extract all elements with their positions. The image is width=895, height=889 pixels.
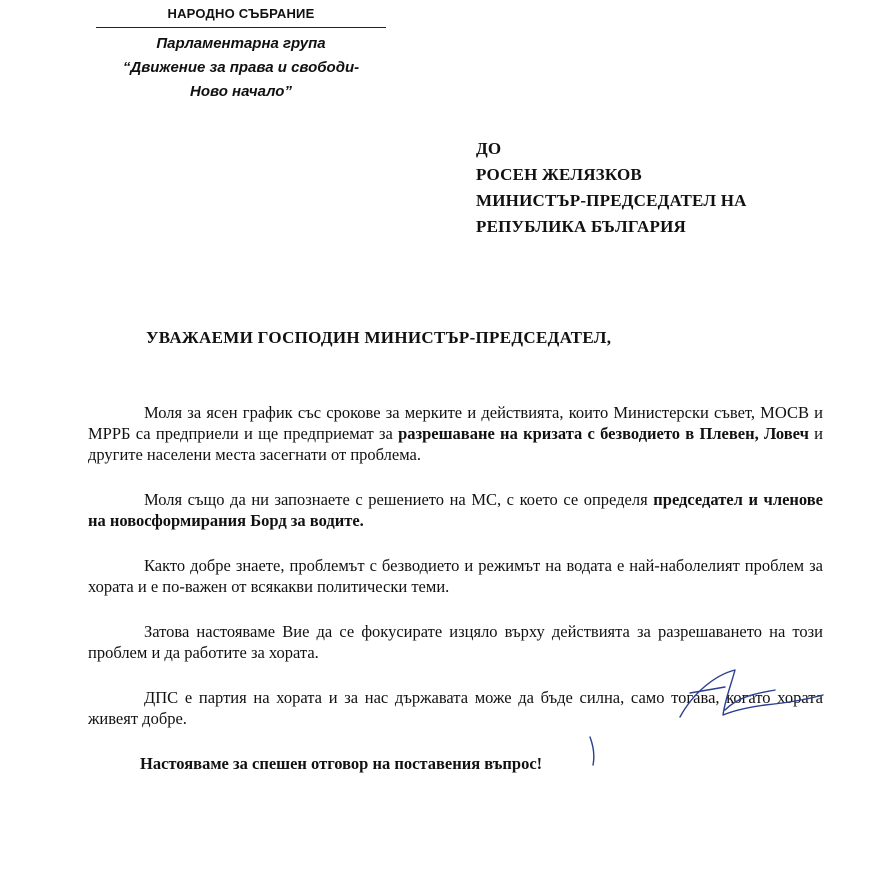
- letterhead-party-subtitle: Ново начало”: [190, 83, 292, 100]
- letterhead-party-name: “Движение за права и свободи-: [122, 59, 360, 76]
- addressee-to: ДО: [476, 139, 502, 158]
- letterhead-divider: [96, 27, 386, 28]
- addressee-name: РОСЕН ЖЕЛЯЗКОВ: [476, 165, 642, 184]
- signature-stroke-main: [680, 670, 823, 717]
- paragraph-board: [88, 489, 823, 531]
- addressee-block: [476, 136, 747, 240]
- paragraph-schedule-emphasis: разрешаване на кризата с безводието в Плевен, Ловеч: [398, 424, 809, 443]
- paragraph-schedule-tail: и другите населени места засегнати от проблема.: [88, 424, 823, 464]
- letterhead-group: Парламентарна група: [156, 35, 326, 52]
- letterhead-assembly: НАРОДНО СЪБРАНИЕ: [167, 6, 315, 21]
- paragraph-board-emphasis: председател и членове на новосформирания Борд за водите.: [88, 490, 823, 530]
- closing-demand: Настояваме за спешен отговор на поставения въпрос!: [140, 754, 543, 773]
- paragraph-schedule-text: Моля за ясен график със срокове за мерките и действията, които Министерски съвет, МОСВ и МРРБ са предприели и ще предприемат за: [88, 403, 823, 443]
- salutation: УВАЖАЕМИ ГОСПОДИН МИНИСТЪР-ПРЕДСЕДАТЕЛ,: [146, 328, 612, 347]
- paragraph-problem: Както добре знаете, проблемът с безводието и режимът на водата е най-наболелият проблем за хората и е по-важен от всякакви политически теми.: [88, 556, 823, 596]
- signature-stroke-descender: [590, 737, 594, 765]
- addressee-title: МИНИСТЪР-ПРЕДСЕДАТЕЛ НА: [476, 191, 747, 210]
- paragraph-focus: Затова настояваме Вие да се фокусирате изцяло върху действията за разрешаването на този проблем и да работите за хората.: [88, 622, 823, 662]
- handwritten-signature-icon: [565, 665, 830, 775]
- letterhead: [96, 5, 386, 104]
- signature-stroke-dash: [690, 687, 725, 693]
- paragraph-schedule: [88, 402, 823, 465]
- paragraph-board-text: Моля също да ни запознаете с решението на МС, с което се определя: [144, 490, 654, 509]
- addressee-country: РЕПУБЛИКА БЪЛГАРИЯ: [476, 217, 686, 236]
- paragraph-party: ДПС е партия на хората и за нас държавата може да бъде силна, само тогава, когато хората живеят добре.: [88, 688, 823, 728]
